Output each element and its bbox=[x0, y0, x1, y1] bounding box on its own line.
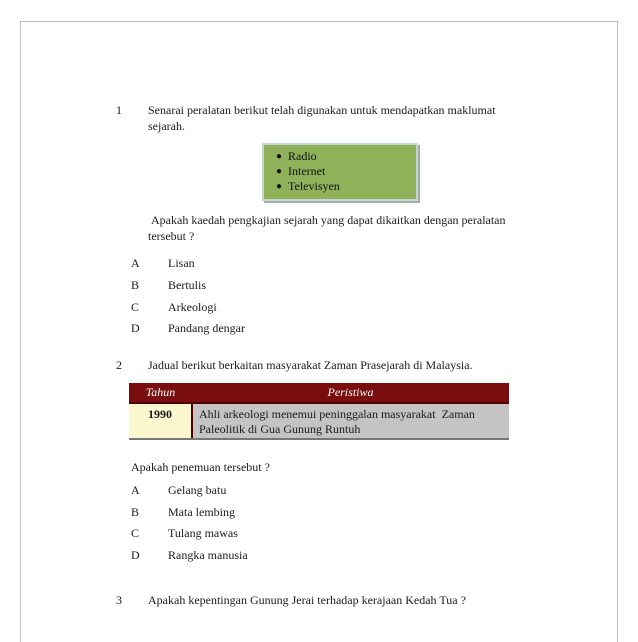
q1-option-c-text: Arkeologi bbox=[168, 300, 217, 314]
bullet-icon: ● bbox=[276, 151, 283, 162]
question-3-stem-line1: Apakah kepentingan Gunung Jerai terhadap kerajaan Kedah Tua ? bbox=[148, 593, 466, 607]
q1-option-a-letter: A bbox=[131, 256, 140, 270]
question-1-stem-line1: Senarai peralatan berikut telah digunakan untuk mendapatkan maklumat bbox=[148, 103, 496, 117]
question-1-prompt-line2: tersebut ? bbox=[148, 229, 195, 243]
question-2-number: 2 bbox=[116, 358, 122, 372]
q2-option-b-text: Mata lembing bbox=[168, 505, 235, 519]
bullet-icon: ● bbox=[276, 166, 283, 177]
question-3-number: 3 bbox=[116, 593, 122, 607]
q1-option-b-letter: B bbox=[131, 278, 140, 292]
table-cell-event bbox=[192, 403, 509, 439]
question-1-stem-line2: sejarah. bbox=[148, 119, 185, 133]
question-1-number: 1 bbox=[116, 103, 122, 117]
q2-option-d-letter: D bbox=[131, 548, 140, 562]
question-1-prompt-line1: Apakah kaedah pengkajian sejarah yang dapat dikaitkan dengan peralatan bbox=[151, 213, 506, 227]
q2-option-b-letter: B bbox=[131, 505, 140, 519]
q2-option-a-text: Gelang batu bbox=[168, 483, 227, 497]
q2-option-c-text: Tulang mawas bbox=[168, 526, 238, 540]
table-event-line2: Paleolitik di Gua Gunung Runtuh bbox=[199, 422, 361, 436]
q1-option-d-letter: D bbox=[131, 321, 140, 335]
equipment-list-item: ● Radio bbox=[276, 149, 317, 163]
equipment-list-item: ● Internet bbox=[276, 164, 326, 178]
equipment-list-box bbox=[262, 143, 418, 201]
q1-option-d-text: Pandang dengar bbox=[168, 321, 245, 335]
q1-option-a-text: Lisan bbox=[168, 256, 195, 270]
table-header-year: Tahun bbox=[129, 383, 192, 403]
q2-option-c-letter: C bbox=[131, 526, 140, 540]
bullet-icon: ● bbox=[276, 181, 283, 192]
q2-option-d-text: Rangka manusia bbox=[168, 548, 248, 562]
q2-option-a-letter: A bbox=[131, 483, 140, 497]
event-table bbox=[129, 383, 509, 440]
table-event-line1: Ahli arkeologi menemui peninggalan masyarakat Zaman bbox=[199, 407, 475, 421]
q1-option-b-text: Bertulis bbox=[168, 278, 206, 292]
table-row bbox=[129, 403, 509, 439]
q1-option-c-letter: C bbox=[131, 300, 140, 314]
table-header-row bbox=[129, 383, 509, 403]
equipment-list-item: ● Televisyen bbox=[276, 179, 340, 193]
table-header-event: Peristiwa bbox=[192, 383, 509, 403]
question-2-stem-line1: Jadual berikut berkaitan masyarakat Zaman Prasejarah di Malaysia. bbox=[148, 358, 473, 372]
table-cell-year: 1990 bbox=[129, 403, 192, 439]
question-2-prompt: Apakah penemuan tersebut ? bbox=[131, 460, 270, 474]
